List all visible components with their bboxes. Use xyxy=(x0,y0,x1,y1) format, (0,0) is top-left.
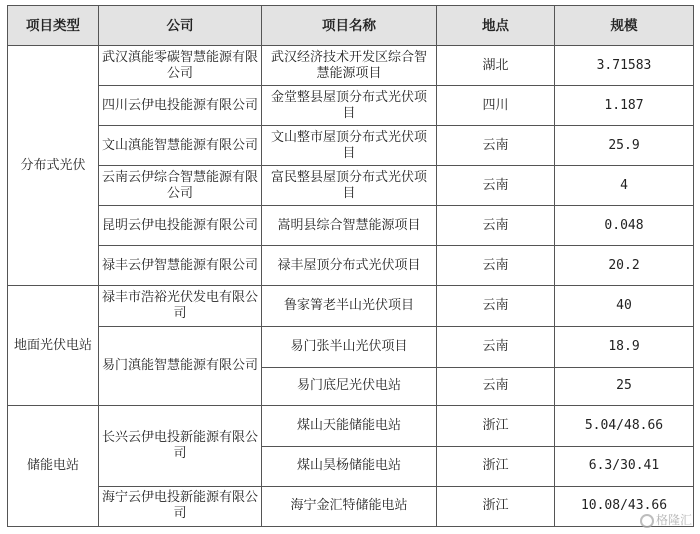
header-project-type: 项目类型 xyxy=(8,6,99,46)
location-cell: 云南 xyxy=(437,367,555,405)
project-cell: 鲁家箐老半山光伏项目 xyxy=(262,286,437,326)
watermark xyxy=(640,511,692,528)
scale-cell: 0.048 xyxy=(555,206,694,246)
scale-cell: 10.08/43.66 xyxy=(555,486,694,526)
gelonghui-logo-icon xyxy=(640,514,654,528)
project-cell: 煤山天能储能电站 xyxy=(262,405,437,446)
scale-cell: 6.3/30.41 xyxy=(555,446,694,486)
company-cell: 武汉滇能零碳智慧能源有限公司 xyxy=(99,46,262,86)
type-ground-pv-station: 地面光伏电站 xyxy=(8,286,99,405)
project-cell: 富民整县屋顶分布式光伏项目 xyxy=(262,166,437,206)
table-row xyxy=(8,166,694,206)
scale-cell: 20.2 xyxy=(555,246,694,286)
location-cell: 云南 xyxy=(437,166,555,206)
scale-cell: 40 xyxy=(555,286,694,326)
project-cell: 海宁金汇特储能电站 xyxy=(262,486,437,526)
header-location: 地点 xyxy=(437,6,555,46)
project-cell: 嵩明县综合智慧能源项目 xyxy=(262,206,437,246)
company-cell: 易门滇能智慧能源有限公司 xyxy=(99,326,262,405)
table-row xyxy=(8,326,694,367)
scale-cell: 25.9 xyxy=(555,126,694,166)
table-row xyxy=(8,206,694,246)
scale-cell: 1.187 xyxy=(555,86,694,126)
scale-cell: 4 xyxy=(555,166,694,206)
project-cell: 煤山昊杨储能电站 xyxy=(262,446,437,486)
project-cell: 禄丰屋顶分布式光伏项目 xyxy=(262,246,437,286)
project-cell: 文山整市屋顶分布式光伏项目 xyxy=(262,126,437,166)
location-cell: 云南 xyxy=(437,206,555,246)
scale-cell: 18.9 xyxy=(555,326,694,367)
location-cell: 云南 xyxy=(437,326,555,367)
company-cell: 四川云伊电投能源有限公司 xyxy=(99,86,262,126)
table-row xyxy=(8,246,694,286)
header-project-name: 项目名称 xyxy=(262,6,437,46)
company-cell: 文山滇能智慧能源有限公司 xyxy=(99,126,262,166)
watermark-text: 格隆汇 xyxy=(655,513,692,527)
location-cell: 云南 xyxy=(437,286,555,326)
company-cell: 长兴云伊电投新能源有限公司 xyxy=(99,405,262,486)
header-company: 公司 xyxy=(99,6,262,46)
scale-cell: 5.04/48.66 xyxy=(555,405,694,446)
project-cell: 易门张半山光伏项目 xyxy=(262,326,437,367)
location-cell: 浙江 xyxy=(437,405,555,446)
scale-cell: 25 xyxy=(555,367,694,405)
header-row xyxy=(8,6,694,46)
project-cell: 武汉经济技术开发区综合智慧能源项目 xyxy=(262,46,437,86)
scale-cell: 3.71583 xyxy=(555,46,694,86)
location-cell: 四川 xyxy=(437,86,555,126)
table-row xyxy=(8,286,694,326)
type-energy-storage-station: 储能电站 xyxy=(8,405,99,526)
table-row xyxy=(8,126,694,166)
location-cell: 湖北 xyxy=(437,46,555,86)
location-cell: 云南 xyxy=(437,246,555,286)
company-cell: 禄丰云伊智慧能源有限公司 xyxy=(99,246,262,286)
table-row xyxy=(8,405,694,446)
project-table xyxy=(7,5,694,527)
header-scale: 规模 xyxy=(555,6,694,46)
company-cell: 禄丰市浩裕光伏发电有限公司 xyxy=(99,286,262,326)
location-cell: 浙江 xyxy=(437,446,555,486)
project-cell: 易门底尼光伏电站 xyxy=(262,367,437,405)
type-distributed-pv: 分布式光伏 xyxy=(8,46,99,286)
company-cell: 云南云伊综合智慧能源有限公司 xyxy=(99,166,262,206)
table-row xyxy=(8,86,694,126)
company-cell: 昆明云伊电投能源有限公司 xyxy=(99,206,262,246)
location-cell: 浙江 xyxy=(437,486,555,526)
table-row xyxy=(8,46,694,86)
location-cell: 云南 xyxy=(437,126,555,166)
project-cell: 金堂整县屋顶分布式光伏项目 xyxy=(262,86,437,126)
company-cell: 海宁云伊电投新能源有限公司 xyxy=(99,486,262,526)
table-row xyxy=(8,486,694,526)
